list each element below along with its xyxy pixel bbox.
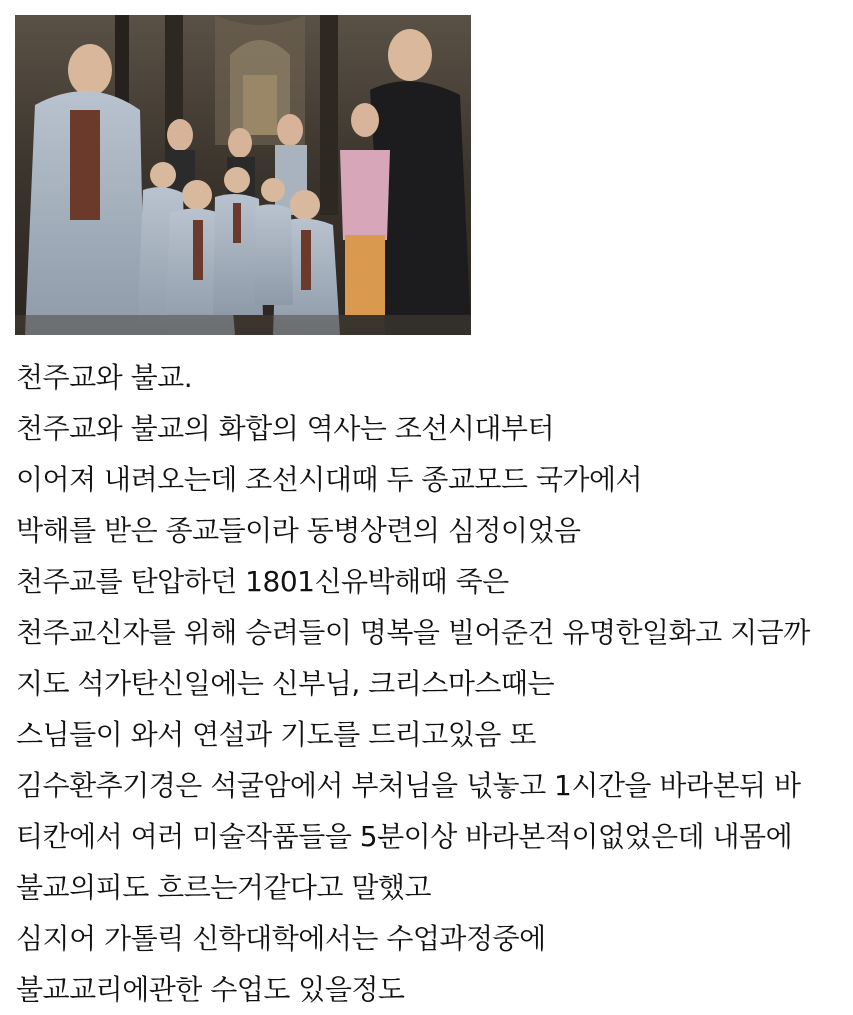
text-line: 천주교신자를 위해 승려들이 명복을 빌어준건 유명한일화고 지금까 <box>16 616 810 649</box>
text-line: 천주교와 불교의 화합의 역사는 조선시대부터 <box>16 412 555 445</box>
text-line: 이어져 내려오는데 조선시대때 두 종교모드 국가에서 <box>16 463 643 496</box>
text-line: 천주교를 탄압하던 1801신유박해때 죽은 <box>16 565 509 598</box>
text-line: 심지어 가톨릭 신학대학에서는 수업과정중에 <box>16 922 546 955</box>
text-line: 지도 석가탄신일에는 신부님, 크리스마스때는 <box>16 667 555 700</box>
text-line: 천주교와 불교. <box>16 361 193 394</box>
text-line: 김수환추기경은 석굴암에서 부처님을 넋놓고 1시간을 바라본뒤 바 <box>16 769 801 802</box>
photo-illustration <box>15 15 471 335</box>
text-line: 스님들이 와서 연설과 기도를 드리고있음 또 <box>16 718 536 751</box>
text-line: 불교교리에관한 수업도 있을정도 <box>16 973 405 1006</box>
text-line: 티칸에서 여러 미술작품들을 5분이상 바라본적이없었은데 내몸에 <box>16 820 793 853</box>
article-text <box>16 352 846 1015</box>
text-line: 불교의피도 흐르는거같다고 말했고 <box>16 871 432 904</box>
text-line: 박해를 받은 종교들이라 동병상련의 심정이었음 <box>16 514 581 547</box>
cathedral-photo <box>15 15 471 335</box>
